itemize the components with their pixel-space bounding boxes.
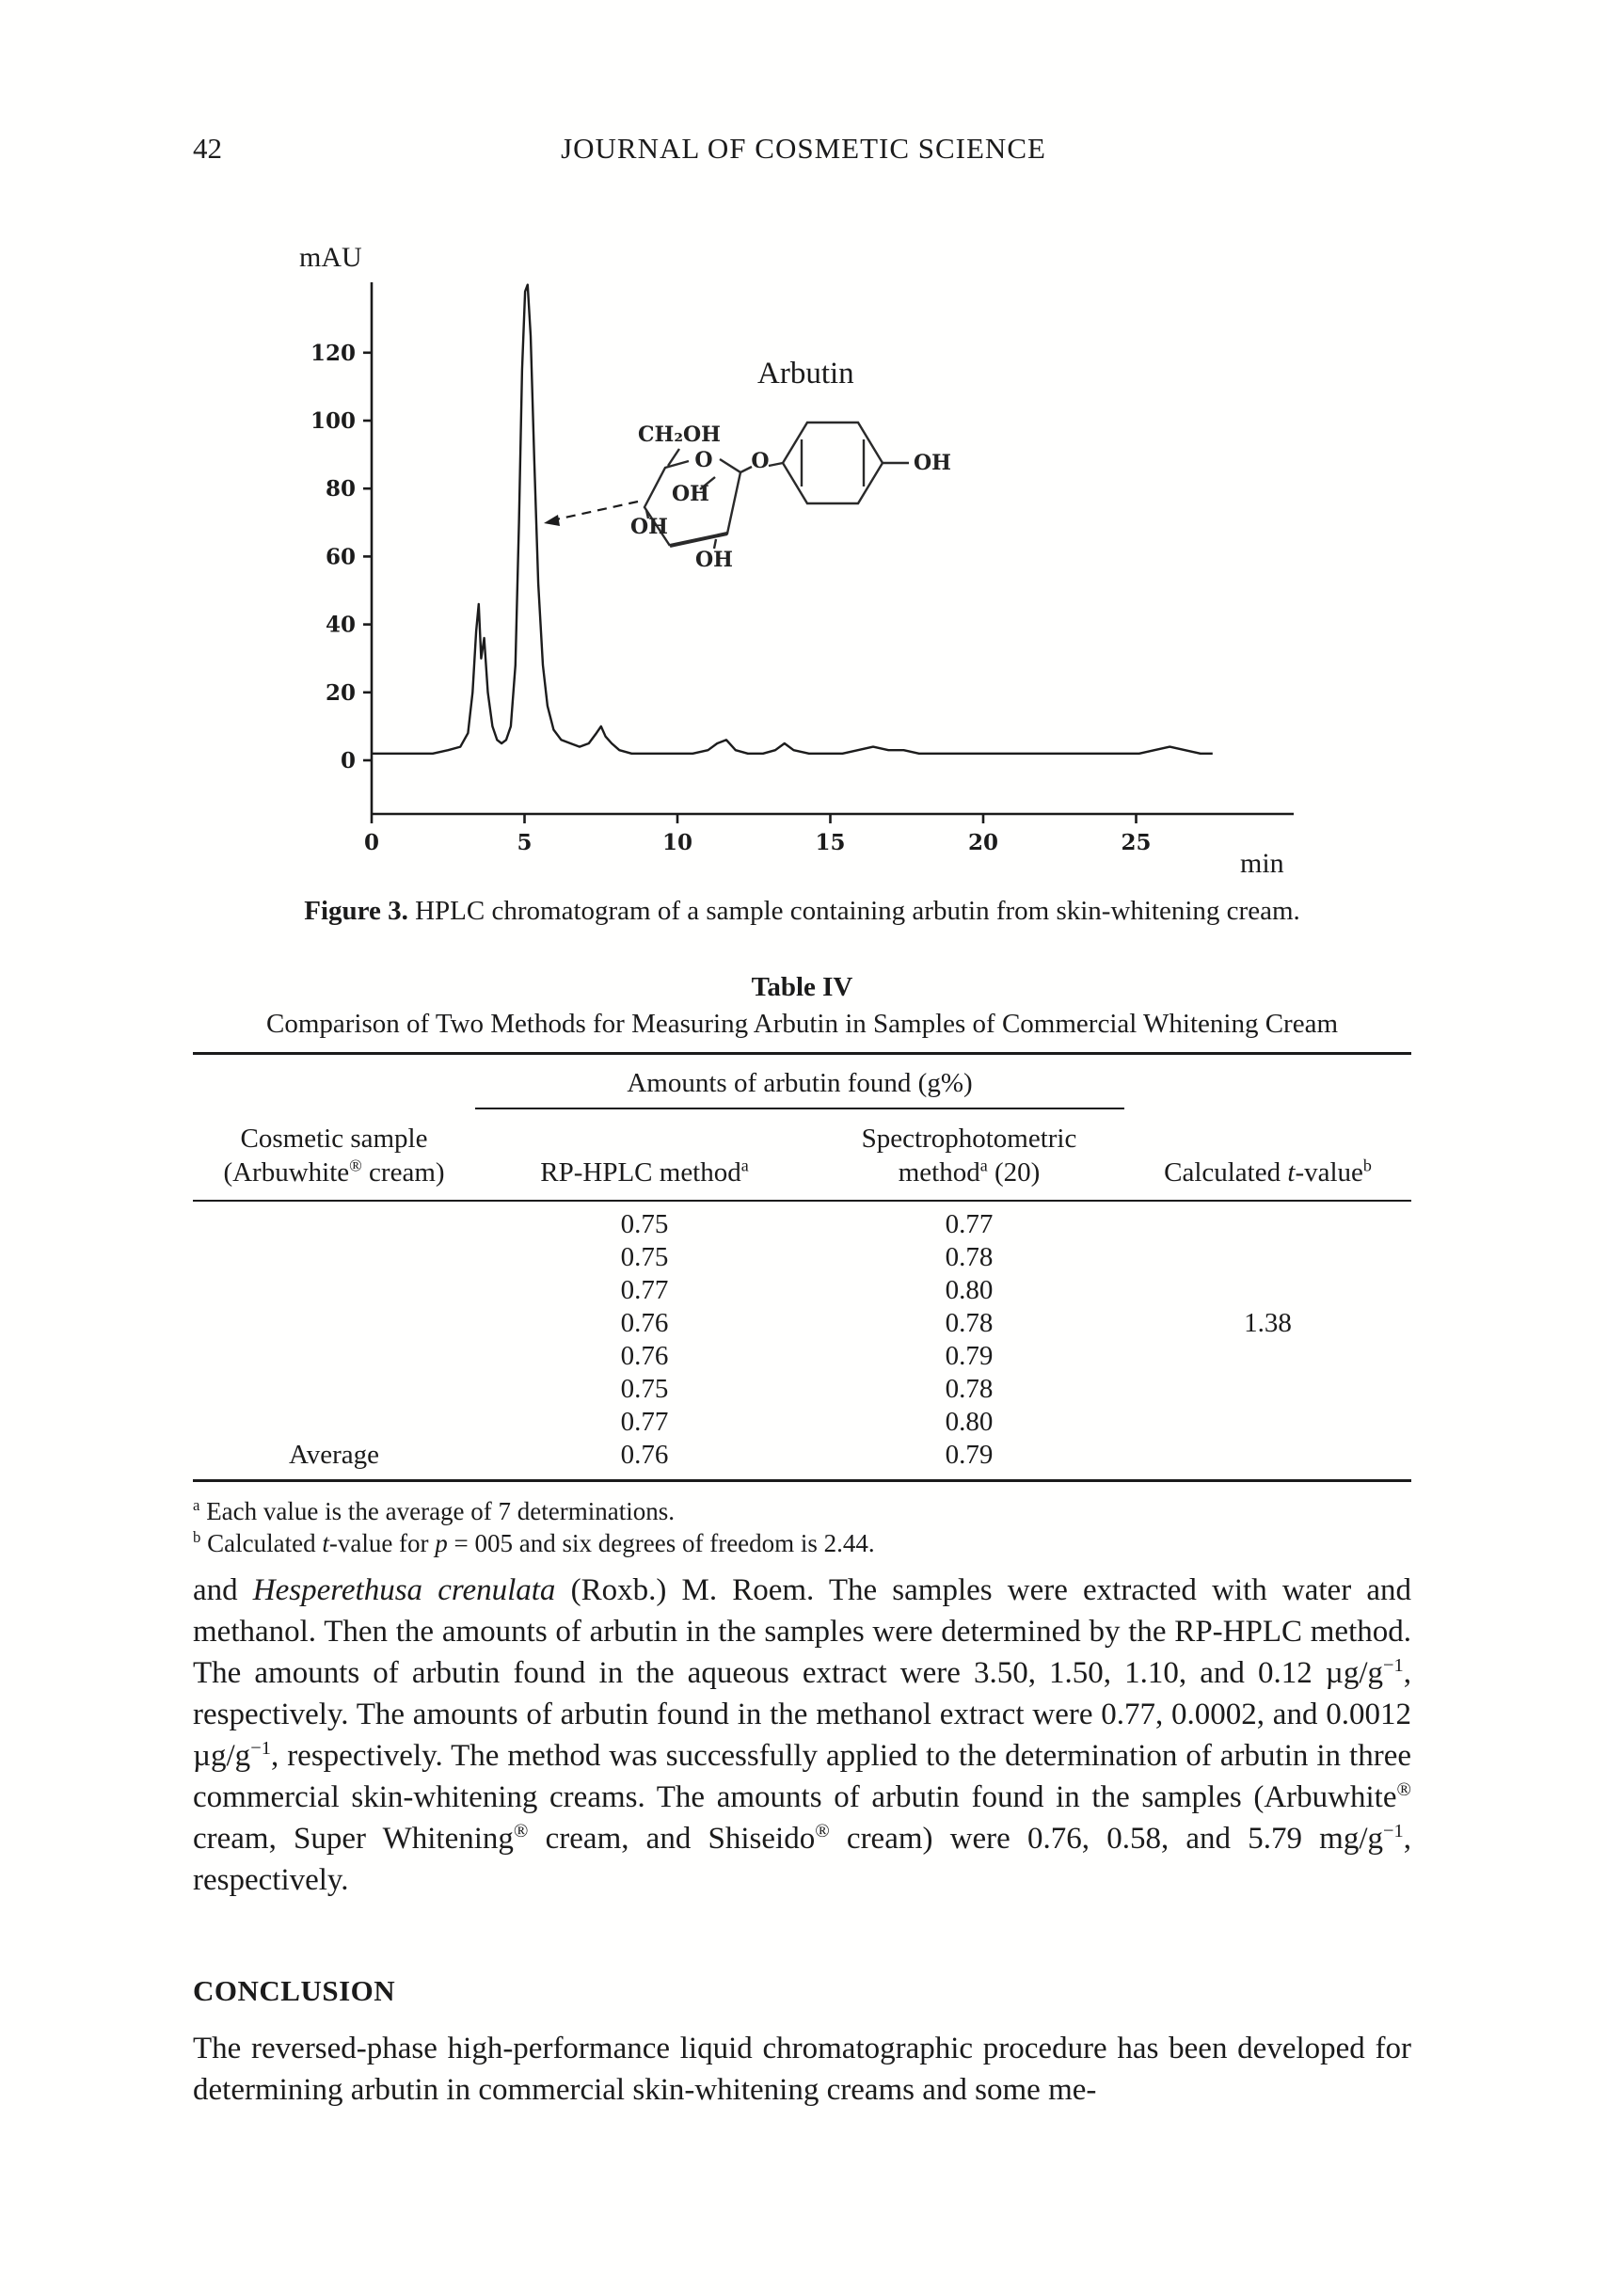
y-axis-label: mAU xyxy=(299,242,362,273)
signal-trace xyxy=(372,285,1213,754)
row-label-cell xyxy=(193,1406,475,1439)
row-label-cell xyxy=(193,1373,475,1406)
conclusion-heading: CONCLUSION xyxy=(193,1974,396,2007)
rp-hplc-value-cell: 0.75 xyxy=(620,1209,669,1239)
t-value-cell xyxy=(1124,1274,1411,1307)
header-rule xyxy=(193,1200,1411,1202)
y-tick-label: 120 xyxy=(310,340,356,366)
t-value-cell xyxy=(1124,1340,1411,1373)
ring-oxygen-label: O xyxy=(694,448,713,472)
x-axis-label: min xyxy=(1240,848,1284,879)
y-tick-label: 60 xyxy=(325,544,356,570)
footnote-b: $^b$ Calculated t-value for p = 005 and six degrees of freedom is 2.44. xyxy=(193,1528,875,1557)
rp-hplc-value-cell: 0.77 xyxy=(620,1407,669,1437)
spectro-value-cell: 0.78 xyxy=(945,1374,994,1404)
x-tick-label: 15 xyxy=(815,830,846,855)
table-title: Comparison of Two Methods for Measuring Arbutin in Samples of Commercial Whitening Cream xyxy=(265,1009,1338,1039)
row-label-cell xyxy=(193,1340,475,1373)
figure-caption-label: Figure 3. xyxy=(304,896,408,926)
y-tick-label: 20 xyxy=(325,679,356,706)
ch2oh-label: CH₂OH xyxy=(638,423,721,447)
rp-hplc-value-cell: 0.76 xyxy=(620,1440,669,1470)
glycosidic-oxygen-label: O xyxy=(751,449,770,473)
rp-hplc-value-cell: 0.76 xyxy=(620,1308,669,1338)
row-label-cell xyxy=(193,1241,475,1274)
table-iv xyxy=(193,971,1411,1559)
footnote-a: $^a$ Each value is the average of 7 determinations. xyxy=(193,1496,675,1525)
column-header-cosmetic-sample: Cosmetic sample (Arbuwhite® cream) xyxy=(223,1124,445,1188)
figure-caption-text: HPLC chromatogram of a sample containing arbutin from skin-whitening cream. xyxy=(407,896,1300,926)
spectro-value-cell: 0.80 xyxy=(945,1275,994,1305)
row-label-cell: Average xyxy=(288,1440,380,1470)
phenol-oh-label: OH xyxy=(914,451,951,475)
peak-arrow xyxy=(544,502,638,526)
spectro-value-cell: 0.78 xyxy=(945,1242,994,1272)
y-tick-label: 0 xyxy=(340,748,356,773)
t-value-cell xyxy=(1124,1406,1411,1439)
spectro-value-cell: 0.77 xyxy=(945,1209,994,1239)
conclusion-paragraph: The reversed-phase high-performance liquid chromatographic procedure has been developed for determining arbutin in commercial skin-whitening creams and some me- xyxy=(193,2032,1411,2107)
x-tick-label: 20 xyxy=(967,830,999,855)
y-tick-label: 100 xyxy=(310,408,356,434)
peak-annotation-label: Arbutin xyxy=(757,357,854,391)
t-value-cell xyxy=(1124,1241,1411,1274)
y-tick-label: 80 xyxy=(325,476,356,502)
row-label-cell xyxy=(193,1274,475,1307)
column-header-spectrophotometric: Spectrophotometric method$^a$ (20) xyxy=(861,1124,1077,1188)
page-number: 42 xyxy=(193,132,222,165)
rp-hplc-value-cell: 0.75 xyxy=(620,1374,669,1404)
x-tick-label: 10 xyxy=(661,830,693,855)
y-tick-label: 40 xyxy=(325,612,356,638)
spectro-value-cell: 0.79 xyxy=(945,1440,994,1470)
body-paragraph: and Hesperethusa crenulata (Roxb.) M. Roem. The samples were extracted with water and methanol. Then the amounts of arbutin in the samples were determined by the RP-HPLC method. The amounts of arbutin found in the aqueous extract were 3.50, 1.50, 1.10, and 0.12 $\mu g/g^{-1}$, respectively. The amounts of arbutin found in the methanol extract were 0.77, 0.0002, and 0.0012 $\mu g/g^{-1}$, respectively. The method was successfully applied to the determination of arbutin in three commercial skin-whitening creams. The amounts of arbutin found in the samples (Arbuwhite® cream, Super Whitening® cream, and Shiseido® cream) were 0.76, 0.58, and 5.79 $mg/g^{-1}$, respectively. xyxy=(193,1573,1411,1897)
x-tick-label: 5 xyxy=(517,830,533,855)
table-grid xyxy=(193,1052,1411,1482)
rp-hplc-value-cell: 0.75 xyxy=(620,1242,669,1272)
column-header-t-value: Calculated t-value$^b$ xyxy=(1164,1156,1372,1188)
row-label-cell xyxy=(193,1307,475,1340)
row-label-cell xyxy=(193,1208,475,1241)
t-value-cell xyxy=(1124,1208,1411,1241)
span-header: Amounts of arbutin found (g%) xyxy=(475,1055,1124,1109)
chemical-structure xyxy=(630,423,951,572)
sugar-oh-label: OH xyxy=(672,482,709,506)
axis-ticks xyxy=(310,341,1152,855)
rp-hplc-value-cell: 0.77 xyxy=(620,1275,669,1305)
t-value-cell xyxy=(1124,1439,1411,1472)
spectro-value-cell: 0.78 xyxy=(945,1308,994,1338)
x-tick-label: 25 xyxy=(1121,830,1152,855)
spectro-value-cell: 0.79 xyxy=(945,1341,994,1371)
figure-caption xyxy=(193,896,1411,927)
t-value-cell: 1.38 xyxy=(1244,1308,1292,1338)
hplc-chromatogram xyxy=(245,231,1336,889)
journal-title: JOURNAL OF COSMETIC SCIENCE xyxy=(561,132,1046,165)
spectro-value-cell: 0.80 xyxy=(945,1407,994,1437)
t-value-cell xyxy=(1124,1373,1411,1406)
rp-hplc-value-cell: 0.76 xyxy=(620,1341,669,1371)
column-header-rp-hplc: RP-HPLC method$^a$ xyxy=(540,1156,749,1188)
sugar-oh-label: OH xyxy=(630,515,668,539)
table-label: Table IV xyxy=(751,972,853,1002)
x-tick-label: 0 xyxy=(363,830,380,855)
species-name-italic: Hesperethusa crenulata xyxy=(252,1573,556,1607)
table-footnotes xyxy=(193,1495,1411,1559)
sugar-oh-label: OH xyxy=(695,548,733,572)
